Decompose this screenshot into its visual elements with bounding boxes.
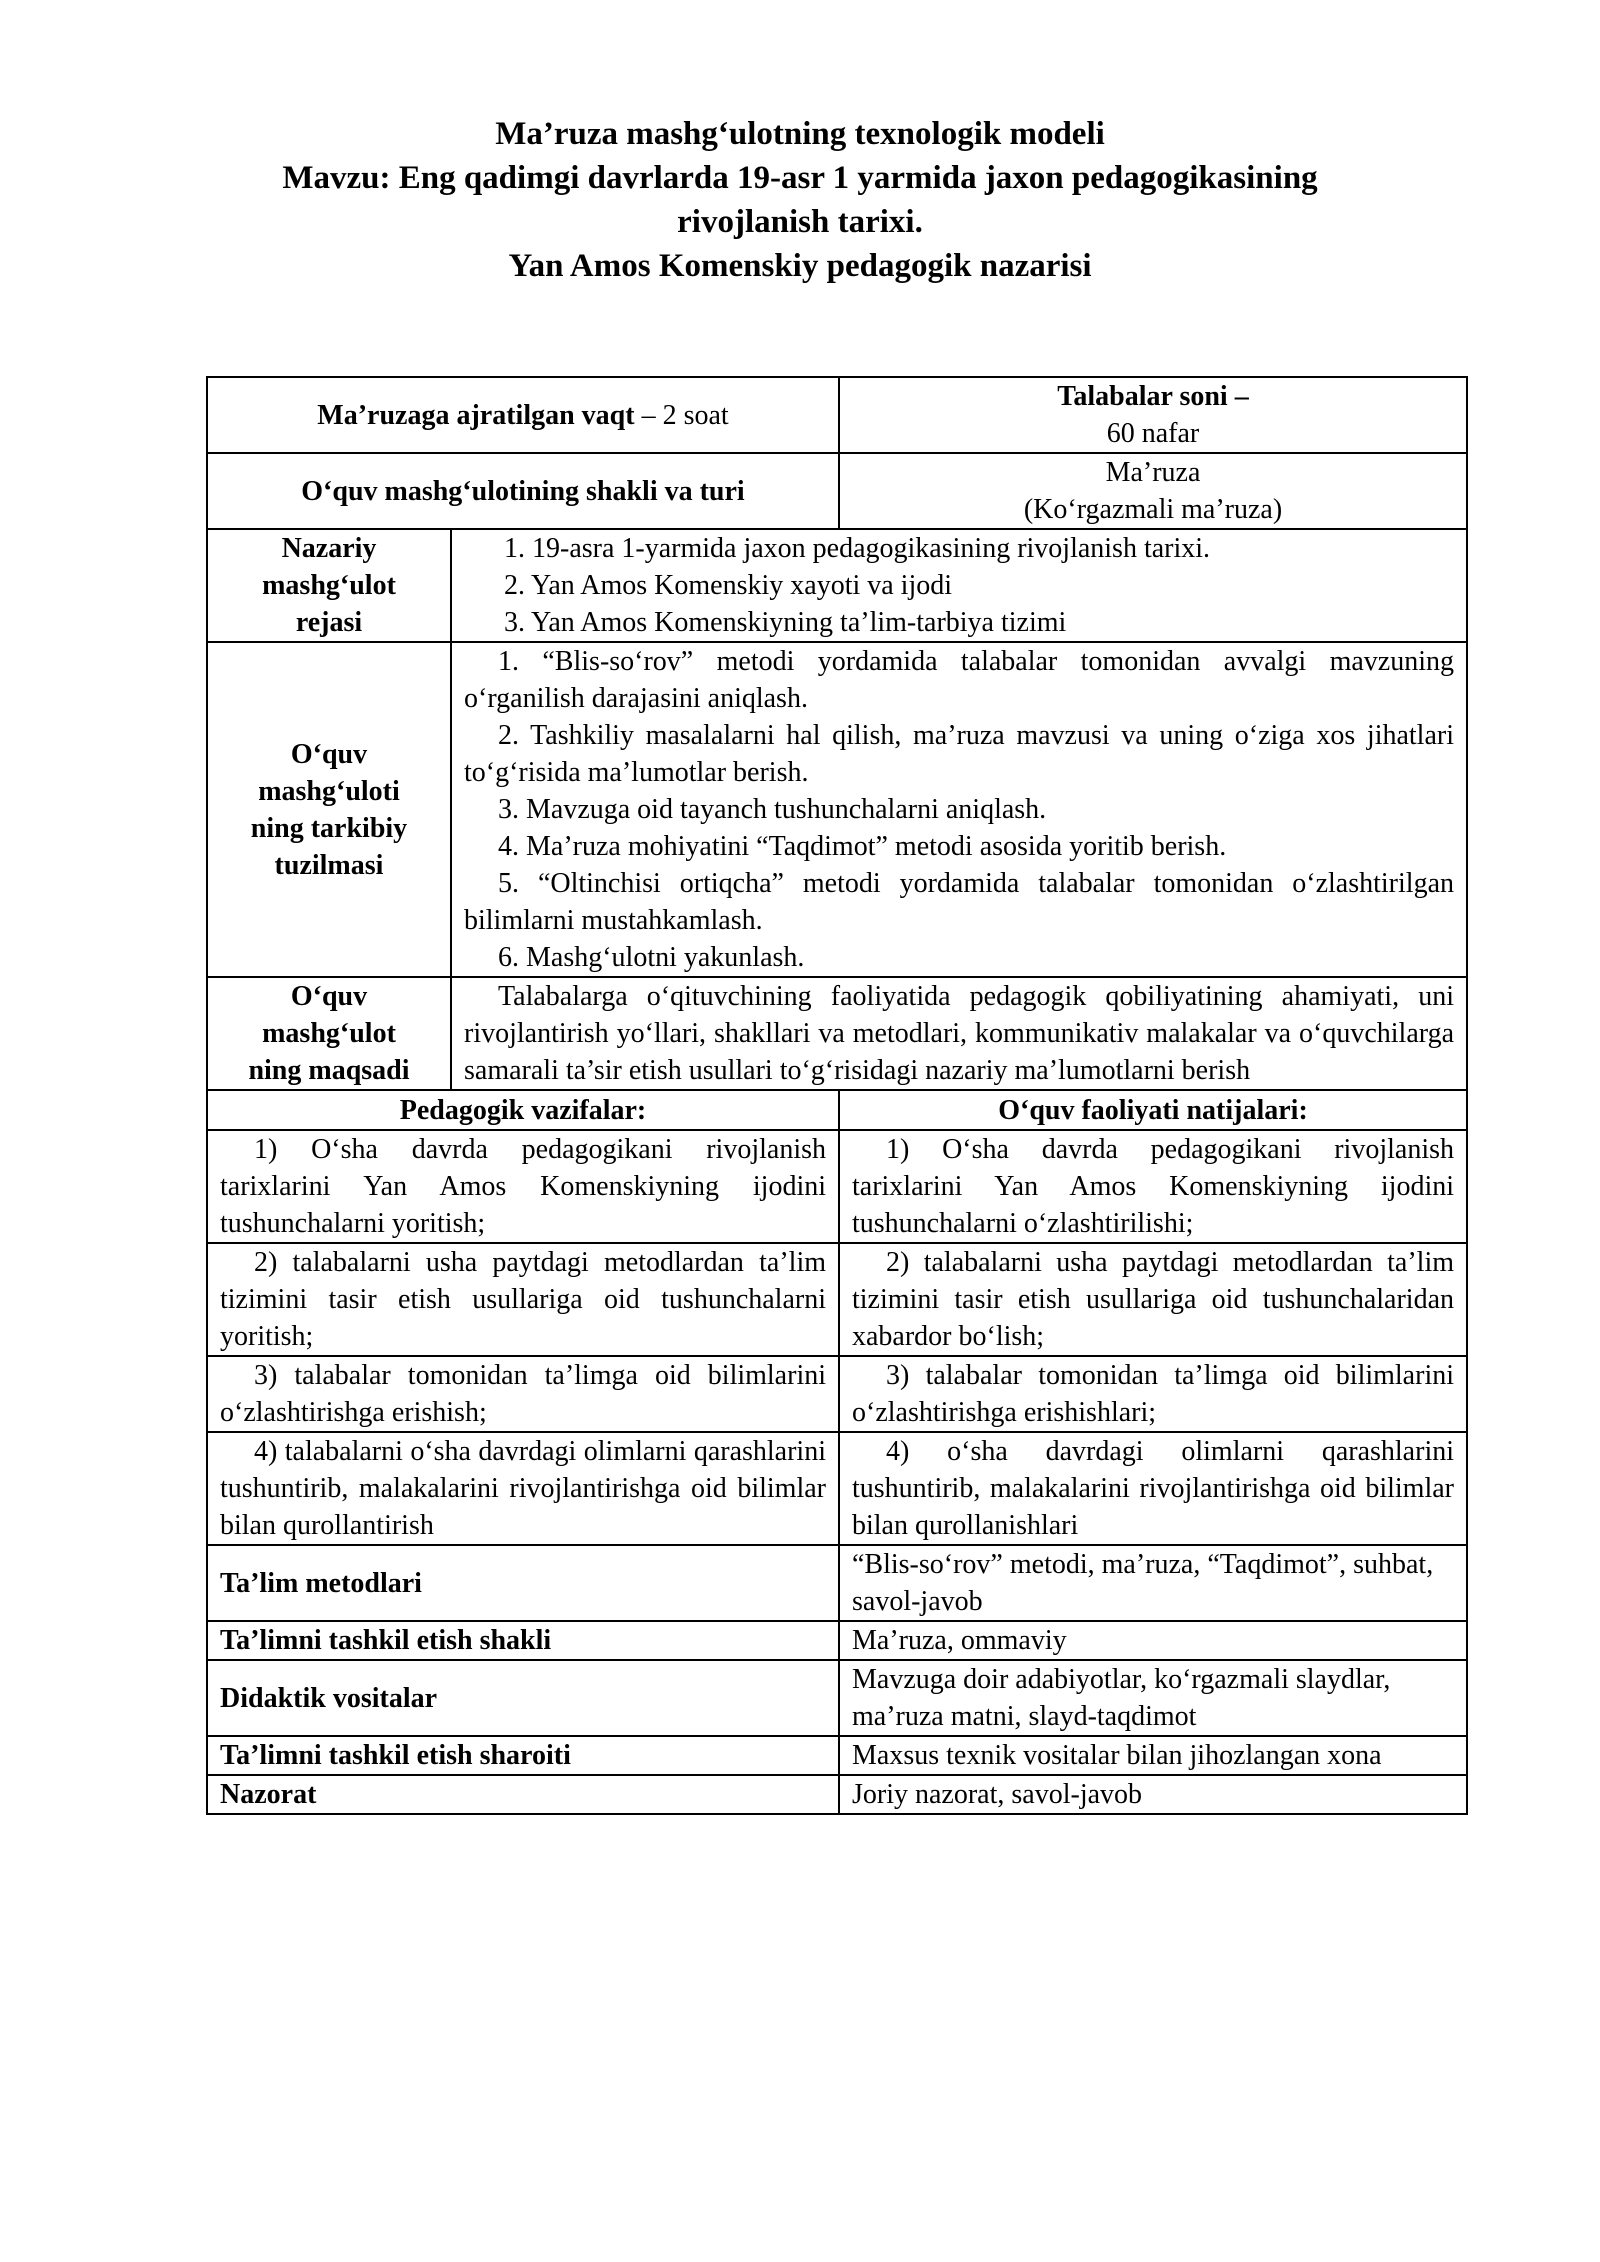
- result-text: 2) talabalarni usha paytdagi metodlardan ta’lim tizimini tasir etish usullariga oid tushunchalaridan xabardor bo‘lish;: [852, 1247, 1454, 1352]
- goal-label: [207, 977, 451, 1090]
- list-item: 2. Tashkiliy masalalarni hal qilish, ma’ruza mavzusi va uning o‘ziga xos jihatlari to‘g‘risida ma’lumotlar berish.: [464, 720, 1454, 788]
- goal-content: [451, 977, 1467, 1090]
- task-text: 4) talabalarni o‘sha davrdagi olimlarni qarashlarini tushuntirib, malakalarini rivojlantirishga oid bilimlar bilan qurollantirish: [220, 1436, 826, 1541]
- label-line: tuzilmasi: [274, 849, 384, 881]
- result-cell: [839, 1432, 1467, 1545]
- label-line: mashg‘ulot: [262, 1018, 396, 1049]
- organization-form-value: Ma’ruza, ommaviy: [839, 1621, 1467, 1660]
- title-line: rivojlanish tarixi.: [677, 204, 923, 240]
- result-text: 3) talabalar tomonidan ta’limga oid bilimlarini o‘zlashtirishga erishishlari;: [852, 1360, 1454, 1428]
- structure-content: [451, 642, 1467, 977]
- result-text: 1) O‘sha davrda pedagogikani rivojlanish tarixlarini Yan Amos Komenskiyning ijodini tushunchalarni o‘zlashtirilishi;: [852, 1134, 1454, 1239]
- technology-model-table: [206, 376, 1468, 1815]
- tasks-header: Pedagogik vazifalar:: [207, 1090, 839, 1130]
- task-cell: [207, 1432, 839, 1545]
- table-row: [207, 377, 1467, 453]
- methods-label: Ta’lim metodlari: [207, 1545, 839, 1621]
- table-row: [207, 1736, 1467, 1775]
- table-row: [207, 1775, 1467, 1814]
- task-cell: [207, 1130, 839, 1243]
- table-row: [207, 1660, 1467, 1736]
- time-value: – 2 soat: [634, 399, 729, 431]
- table-row: [207, 453, 1467, 529]
- table-row: [207, 1432, 1467, 1545]
- students-value: 60 nafar: [1106, 418, 1200, 449]
- students-cell: [839, 377, 1467, 453]
- label-line: ning maqsadi: [248, 1055, 410, 1086]
- didactic-tools-label: Didaktik vositalar: [207, 1660, 839, 1736]
- title-line: Mavzu: Eng qadimgi davrlarda 19-asr 1 yarmida jaxon pedagogikasining: [282, 160, 1318, 196]
- label-line: mashg‘ulot: [262, 570, 396, 601]
- methods-value: “Blis-so‘rov” metodi, ma’ruza, “Taqdimot”, suhbat, savol-javob: [839, 1545, 1467, 1621]
- table-row: [207, 642, 1467, 977]
- table-row: [207, 1545, 1467, 1621]
- list-item: 1. “Blis-so‘rov” metodi yordamida talabalar tomonidan avvalgi mavzuning o‘rganilish darajasini aniqlash.: [464, 646, 1454, 714]
- result-cell: [839, 1130, 1467, 1243]
- students-label: Talabalar soni –: [1057, 381, 1249, 412]
- label-line: mashg‘uloti: [258, 775, 400, 807]
- task-cell: [207, 1356, 839, 1432]
- table-row: [207, 1090, 1467, 1130]
- control-label: Nazorat: [207, 1775, 839, 1814]
- title-line: Ma’ruza mashg‘ulotning texnologik modeli: [495, 116, 1105, 152]
- conditions-label: Ta’limni tashkil etish sharoiti: [207, 1736, 839, 1775]
- task-text: 3) talabalar tomonidan ta’limga oid bilimlarini o‘zlashtirishga erishish;: [220, 1360, 826, 1428]
- list-item: 4. Ma’ruza mohiyatini “Taqdimot” metodi asosida yoritib berish.: [498, 831, 1227, 862]
- label-line: O‘quv: [290, 981, 368, 1012]
- list-item: 3. Yan Amos Komenskiyning ta’lim-tarbiya tizimi: [504, 607, 1067, 638]
- time-label: Ma’ruzaga ajratilgan vaqt: [317, 399, 635, 431]
- structure-label: [207, 642, 451, 977]
- table-row: [207, 1243, 1467, 1356]
- table-row: [207, 1621, 1467, 1660]
- time-cell: [207, 377, 839, 453]
- results-header: O‘quv faoliyati natijalari:: [839, 1090, 1467, 1130]
- form-value-cell: [839, 453, 1467, 529]
- label-line: ning tarkibiy: [250, 812, 408, 844]
- form-value: (Ko‘rgazmali ma’ruza): [1023, 494, 1283, 525]
- task-text: 1) O‘sha davrda pedagogikani rivojlanish tarixlarini Yan Amos Komenskiyning ijodini tushunchalarni yoritish;: [220, 1134, 826, 1239]
- list-item: 3. Mavzuga oid tayanch tushunchalarni aniqlash.: [498, 794, 1047, 825]
- result-cell: [839, 1243, 1467, 1356]
- label-line: O‘quv: [290, 738, 368, 770]
- list-item: 6. Mashg‘ulotni yakunlash.: [498, 942, 805, 973]
- label-line: rejasi: [295, 607, 363, 638]
- plan-content: [451, 529, 1467, 642]
- table-row: [207, 1130, 1467, 1243]
- table-row: [207, 1356, 1467, 1432]
- task-text: 2) talabalarni usha paytdagi metodlardan ta’lim tizimini tasir etish usullariga oid tushunchalarni yoritish;: [220, 1247, 826, 1352]
- organization-form-label: Ta’limni tashkil etish shakli: [207, 1621, 839, 1660]
- plan-label: [207, 529, 451, 642]
- result-text: 4) o‘sha davrdagi olimlarni qarashlarini tushuntirib, malakalarini rivojlantirishga oid bilimlar bilan qurollanishlari: [852, 1436, 1454, 1541]
- list-item: 1. 19-asra 1-yarmida jaxon pedagogikasining rivojlanish tarixi.: [504, 533, 1211, 564]
- form-label: O‘quv mashg‘ulotining shakli va turi: [207, 453, 839, 529]
- table-row: [207, 529, 1467, 642]
- table-row: [207, 977, 1467, 1090]
- list-item: 5. “Oltinchisi ortiqcha” metodi yordamida talabalar tomonidan o‘zlashtirilgan bilimlarni mustahkamlash.: [464, 868, 1454, 936]
- conditions-value: Maxsus texnik vositalar bilan jihozlangan xona: [839, 1736, 1467, 1775]
- control-value: Joriy nazorat, savol-javob: [839, 1775, 1467, 1814]
- list-item: 2. Yan Amos Komenskiy xayoti va ijodi: [504, 570, 953, 601]
- task-cell: [207, 1243, 839, 1356]
- document-title: [0, 112, 1600, 288]
- didactic-tools-value: Mavzuga doir adabiyotlar, ko‘rgazmali slaydlar, ma’ruza matni, slayd-taqdimot: [839, 1660, 1467, 1736]
- label-line: Nazariy: [281, 533, 377, 564]
- goal-text: Talabalarga o‘qituvchining faoliyatida pedagogik qobiliyatining ahamiyati, uni rivojlantirish yo‘llari, shakllari va metodlari, kommunikativ malakalar va o‘quvchilarga samarali ta’sir etish usullari to‘g‘risidagi nazariy ma’lumotlarni berish: [464, 981, 1454, 1086]
- result-cell: [839, 1356, 1467, 1432]
- title-line: Yan Amos Komenskiy pedagogik nazarisi: [508, 248, 1092, 284]
- form-value: Ma’ruza: [1105, 457, 1201, 488]
